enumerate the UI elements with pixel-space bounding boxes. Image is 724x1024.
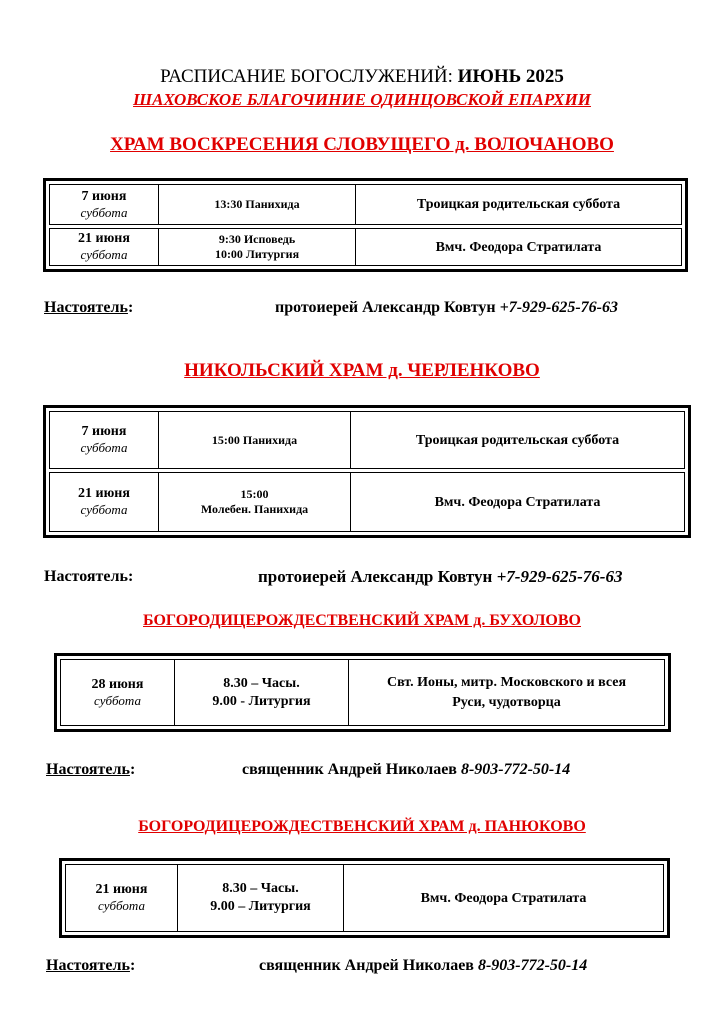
occasion-cell: [349, 660, 664, 725]
schedule-table-panyukovo: [59, 858, 670, 938]
date-cell: [66, 865, 178, 931]
service-time: 8.30 – Часы.: [222, 881, 299, 896]
page-subtitle: ШАХОВСКОЕ БЛАГОЧИНИЕ ОДИНЦОВСКОЙ ЕПАРХИИ: [133, 90, 591, 109]
service-time: 8.30 – Часы.: [223, 675, 300, 691]
weekday: суббота: [80, 204, 128, 220]
rector-line: [46, 760, 666, 780]
date-cell: [61, 660, 175, 725]
occasion-cell: [356, 229, 681, 265]
date-cell: [50, 473, 159, 531]
rector-phone: +7-929-625-76-63: [499, 299, 619, 316]
schedule-table-bukholovo: [54, 653, 671, 732]
rector-line: [44, 567, 694, 587]
rector-phone: 8-903-772-50-14: [477, 957, 588, 974]
date-cell: [50, 185, 159, 224]
rector-name: священник Андрей Николаев: [259, 957, 478, 974]
service-time: 13:30 Панихида: [214, 197, 300, 211]
service-time: 15:00 Панихида: [211, 432, 298, 447]
rector-value: [275, 298, 618, 318]
schedule-table-cherlenkovo: [43, 405, 691, 538]
service-time: 9.00 – Литургия: [210, 899, 311, 914]
table-row: [49, 472, 685, 532]
weekday: суббота: [94, 692, 141, 708]
rector-value: [258, 567, 622, 587]
date: 21 июня: [78, 486, 130, 501]
table-row: [49, 411, 685, 469]
rector-label: Настоятель:: [46, 957, 136, 974]
rector-name: протоиерей Александр Ковтун: [275, 299, 500, 316]
rector-label: Настоятель:: [44, 568, 134, 585]
service-time: 9.00 - Литургия: [212, 693, 311, 709]
rector-value: [259, 956, 587, 976]
time-cell: [159, 412, 351, 468]
rector-name: протоиерей Александр Ковтун: [258, 567, 497, 586]
schedule-table-volochanovo: [43, 178, 688, 272]
occasion-cell: [351, 412, 684, 468]
weekday: суббота: [80, 440, 128, 455]
occasion: Троицкая родительская суббота: [415, 432, 620, 448]
rector-value: [242, 760, 570, 780]
rector-line: [44, 298, 684, 318]
time-cell: [159, 229, 356, 265]
rector-phone: +7-929-625-76-63: [496, 567, 623, 586]
table-row: [60, 659, 665, 726]
weekday: суббота: [80, 502, 128, 517]
temple-title-panyukovo: БОГОРОДИЦЕРОЖДЕСТВЕНСКИЙ ХРАМ д. ПАНЮКОВО: [138, 818, 586, 835]
occasion-cell: [356, 185, 681, 224]
service-time: 10:00 Литургия: [214, 247, 300, 261]
table-row: [65, 864, 664, 932]
table-row: [49, 184, 682, 225]
date: 28 июня: [91, 676, 144, 692]
date: 21 июня: [95, 882, 148, 897]
occasion: Вмч. Феодора Стратилата: [434, 494, 601, 510]
title-prefix: РАСПИСАНИЕ БОГОСЛУЖЕНИЙ:: [160, 66, 458, 87]
date-cell: [50, 412, 159, 468]
rector-phone: 8-903-772-50-14: [460, 761, 571, 778]
service-time: Молебен. Панихида: [200, 502, 309, 516]
occasion-cell: [351, 473, 684, 531]
temple-title-cherlenkovo: НИКОЛЬСКИЙ ХРАМ д. ЧЕРЛЕНКОВО: [184, 360, 540, 381]
weekday: суббота: [80, 247, 128, 262]
rector-label: Настоятель:: [46, 761, 136, 778]
temple-title-bukholovo: БОГОРОДИЦЕРОЖДЕСТВЕНСКИЙ ХРАМ д. БУХОЛОВО: [143, 612, 581, 629]
temple-title-volochanovo: ХРАМ ВОСКРЕСЕНИЯ СЛОВУЩЕГО д. ВОЛОЧАНОВО: [110, 134, 614, 155]
date: 21 июня: [78, 231, 130, 246]
table-row: [49, 228, 682, 266]
service-time: 15:00: [240, 487, 269, 501]
occasion: Свт. Ионы, митр. Московского и всея: [386, 674, 627, 690]
date: 7 июня: [81, 424, 127, 439]
page-title: [0, 66, 724, 88]
date: 7 июня: [81, 188, 127, 204]
occasion: Вмч. Феодора Стратилата: [420, 890, 587, 906]
time-cell: [175, 660, 349, 725]
time-cell: [159, 473, 351, 531]
rector-name: священник Андрей Николаев: [242, 761, 461, 778]
occasion: Вмч. Феодора Стратилата: [435, 239, 602, 255]
weekday: суббота: [98, 898, 145, 913]
occasion: Руси, чудотворца: [452, 694, 561, 710]
date-cell: [50, 229, 159, 265]
occasion-cell: [344, 865, 663, 931]
occasion: Троицкая родительская суббота: [416, 197, 621, 212]
time-cell: [159, 185, 356, 224]
service-time: 9:30 Исповедь: [218, 232, 296, 246]
title-month: ИЮНЬ 2025: [457, 66, 564, 87]
rector-line: [46, 956, 666, 976]
rector-label: Настоятель:: [44, 299, 134, 316]
time-cell: [178, 865, 344, 931]
